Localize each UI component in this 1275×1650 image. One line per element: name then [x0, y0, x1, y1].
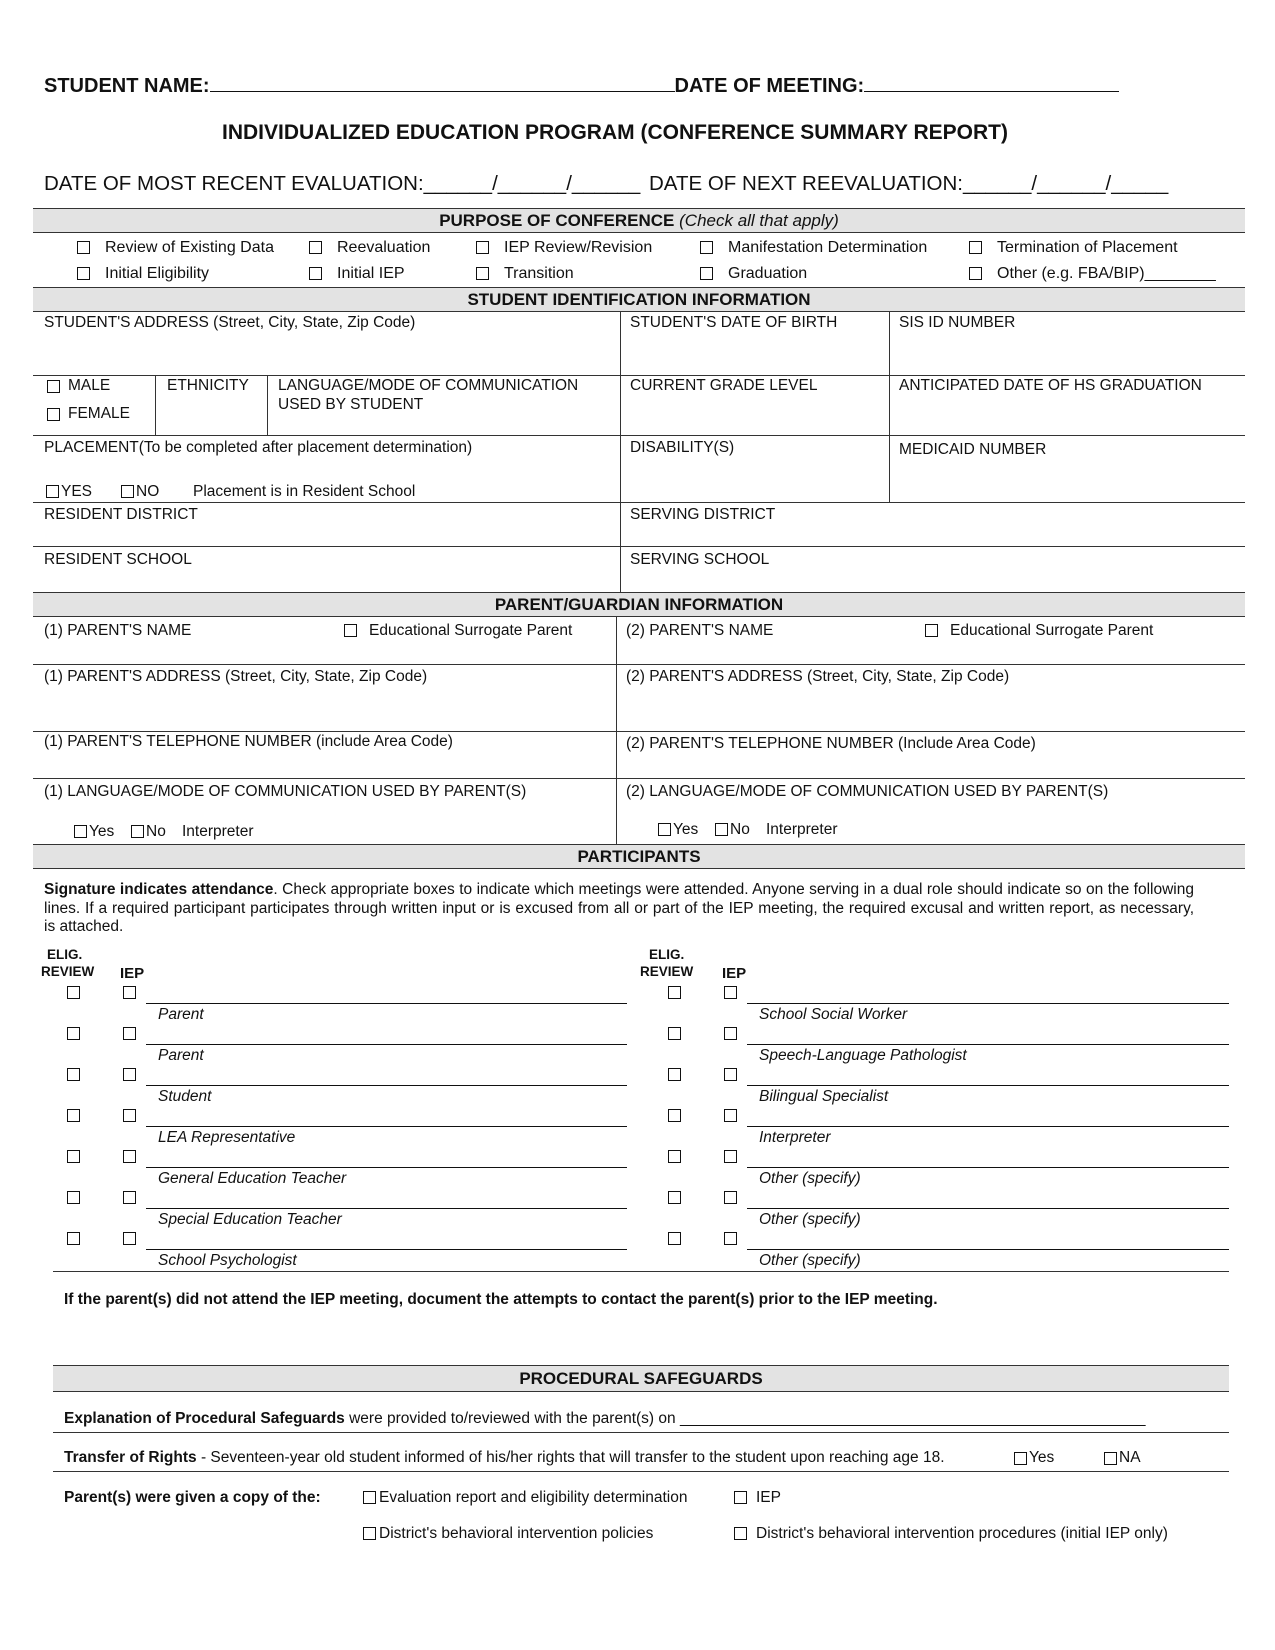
- parent2-phone-field[interactable]: (2) PARENT'S TELEPHONE NUMBER (Include Area Code): [626, 735, 1036, 752]
- placement-yes-checkbox[interactable]: [46, 485, 59, 498]
- elig-review-header-right: ELIG.: [649, 947, 685, 962]
- iep-checkbox[interactable]: [724, 986, 737, 999]
- signature-line[interactable]: [146, 1249, 627, 1250]
- copy-eval-label: Evaluation report and eligibility determination: [379, 1489, 688, 1506]
- signature-line[interactable]: [747, 1003, 1229, 1004]
- purpose-checkbox[interactable]: [969, 267, 982, 280]
- purpose-checkbox[interactable]: [700, 267, 713, 280]
- sis-id-field[interactable]: SIS ID NUMBER: [899, 314, 1016, 331]
- signature-line[interactable]: [146, 1126, 627, 1127]
- transfer-na-label: NA: [1119, 1449, 1141, 1466]
- purpose-checkbox[interactable]: [309, 267, 322, 280]
- iep-checkbox[interactable]: [724, 1191, 737, 1204]
- elig-review-checkbox[interactable]: [67, 1191, 80, 1204]
- instructions-bold: Signature indicates attendance: [44, 881, 274, 898]
- medicaid-field[interactable]: MEDICAID NUMBER: [899, 441, 1047, 458]
- parent1-address-field[interactable]: (1) PARENT'S ADDRESS (Street, City, State, Zip Code): [44, 668, 428, 685]
- signature-line[interactable]: [146, 1085, 627, 1086]
- meeting-date-field[interactable]: [864, 73, 1119, 92]
- copy-procedures-label: District's behavioral intervention procedures (initial IEP only): [756, 1525, 1168, 1542]
- parent2-interpreter-yes-checkbox[interactable]: [658, 823, 671, 836]
- copy-label: Parent(s) were given a copy of the:: [64, 1489, 321, 1506]
- parent1-name-field[interactable]: (1) PARENT'S NAME: [44, 622, 192, 639]
- elig-review-header-left-2: REVIEW: [41, 964, 95, 979]
- no-label: No: [146, 823, 166, 840]
- iep-checkbox[interactable]: [123, 1232, 136, 1245]
- iep-checkbox[interactable]: [724, 1150, 737, 1163]
- purpose-checkbox[interactable]: [476, 267, 489, 280]
- copy-policies-label: District's behavioral intervention policies: [379, 1525, 654, 1542]
- parent2-interpreter-no-checkbox[interactable]: [715, 823, 728, 836]
- purpose-option-label: Initial Eligibility: [105, 265, 210, 282]
- signature-line[interactable]: [747, 1208, 1229, 1209]
- purpose-heading-note: (Check all that apply): [679, 211, 839, 230]
- participants-heading: PARTICIPANTS: [33, 844, 1245, 869]
- student-language-field-line2: USED BY STUDENT: [278, 396, 424, 413]
- placement-field[interactable]: PLACEMENT(To be completed after placement determination): [44, 439, 473, 456]
- yes-label: Yes: [89, 823, 115, 840]
- no-label: No: [730, 821, 750, 838]
- elig-review-checkbox[interactable]: [668, 1232, 681, 1245]
- elig-review-checkbox[interactable]: [67, 1150, 80, 1163]
- purpose-option-label: Initial IEP: [337, 265, 405, 282]
- yes-label: Yes: [673, 821, 699, 838]
- elig-review-header-right-2: REVIEW: [640, 964, 694, 979]
- purpose-option-label: Transition: [504, 265, 574, 282]
- student-name-label: STUDENT NAME:: [44, 75, 210, 97]
- purpose-option-label: Reevaluation: [337, 239, 431, 256]
- iep-checkbox[interactable]: [123, 1191, 136, 1204]
- transfer-of-rights-line: [64, 1449, 945, 1467]
- signature-line[interactable]: [747, 1167, 1229, 1168]
- elig-review-checkbox[interactable]: [668, 1191, 681, 1204]
- purpose-checkbox[interactable]: [476, 241, 489, 254]
- role-label: Student: [158, 1088, 212, 1105]
- signature-line[interactable]: [146, 1167, 627, 1168]
- female-label: FEMALE: [68, 405, 131, 422]
- resident-school-field[interactable]: RESIDENT SCHOOL: [44, 551, 192, 568]
- elig-review-checkbox[interactable]: [67, 1232, 80, 1245]
- copy-iep-label: IEP: [756, 1489, 781, 1506]
- parent2-name-field[interactable]: (2) PARENT'S NAME: [626, 622, 774, 639]
- iep-checkbox[interactable]: [724, 1068, 737, 1081]
- parent1-interpreter-yes-checkbox[interactable]: [74, 825, 87, 838]
- female-checkbox[interactable]: [47, 408, 60, 421]
- elig-review-header-left: ELIG.: [47, 947, 83, 962]
- placement-yes-label: YES: [61, 483, 93, 500]
- transfer-text: - Seventeen-year old student informed of his/her rights that will transfer to the student upon reaching age 18.: [196, 1449, 945, 1466]
- signature-line[interactable]: [747, 1249, 1229, 1250]
- placement-no-label: NO: [136, 483, 160, 500]
- divider: [33, 731, 1245, 732]
- divider: [889, 312, 890, 502]
- purpose-option-label: Manifestation Determination: [728, 239, 928, 256]
- iep-checkbox[interactable]: [123, 1068, 136, 1081]
- safeguards-heading: PROCEDURAL SAFEGUARDS: [53, 1365, 1229, 1392]
- student-dob-field[interactable]: STUDENT'S DATE OF BIRTH: [630, 314, 838, 331]
- signature-line[interactable]: [146, 1044, 627, 1045]
- parent2-address-field[interactable]: (2) PARENT'S ADDRESS (Street, City, State, Zip Code): [626, 668, 1010, 685]
- form-title: INDIVIDUALIZED EDUCATION PROGRAM (CONFERENCE SUMMARY REPORT): [222, 121, 1008, 144]
- role-label: Other (specify): [759, 1252, 861, 1269]
- student-name-field[interactable]: [210, 73, 675, 92]
- signature-line[interactable]: [747, 1126, 1229, 1127]
- iep-header-left: IEP: [120, 965, 145, 982]
- transfer-bold: Transfer of Rights: [64, 1449, 197, 1466]
- elig-review-checkbox[interactable]: [67, 1109, 80, 1122]
- serving-district-field[interactable]: SERVING DISTRICT: [630, 506, 776, 523]
- male-label: MALE: [68, 377, 111, 394]
- student-name-line[interactable]: [44, 73, 1119, 98]
- student-address-field[interactable]: STUDENT'S ADDRESS (Street, City, State, Zip Code): [44, 314, 416, 331]
- role-label: Speech-Language Pathologist: [759, 1047, 967, 1064]
- role-label: Other (specify): [759, 1211, 861, 1228]
- signature-line[interactable]: [146, 1003, 627, 1004]
- role-label: Parent: [158, 1006, 204, 1023]
- safeguards-explanation-line[interactable]: [64, 1410, 1145, 1428]
- iep-header-right: IEP: [722, 965, 747, 982]
- role-label: General Education Teacher: [158, 1170, 347, 1187]
- parent1-interpreter-no-checkbox[interactable]: [131, 825, 144, 838]
- iep-checkbox[interactable]: [123, 1027, 136, 1040]
- interpreter-label: Interpreter: [766, 821, 838, 838]
- divider: [53, 1271, 1229, 1272]
- explanation-bold: Explanation of Procedural Safeguards: [64, 1410, 345, 1427]
- elig-review-checkbox[interactable]: [668, 1150, 681, 1163]
- iep-checkbox[interactable]: [724, 1027, 737, 1040]
- elig-review-checkbox[interactable]: [668, 1027, 681, 1040]
- elig-review-checkbox[interactable]: [67, 1068, 80, 1081]
- parent-contact-note: If the parent(s) did not attend the IEP meeting, document the attempts to contact the parent(s) prior to the IEP meeting.: [64, 1291, 938, 1308]
- purpose-checkbox[interactable]: [969, 241, 982, 254]
- divider: [33, 502, 1245, 503]
- parent1-language-field[interactable]: (1) LANGUAGE/MODE OF COMMUNICATION USED BY PARENT(S): [44, 783, 527, 800]
- purpose-option-label: Graduation: [728, 265, 808, 282]
- participants-instructions: [44, 881, 1194, 937]
- purpose-heading: [33, 208, 1245, 233]
- elig-review-checkbox[interactable]: [67, 1027, 80, 1040]
- purpose-checkbox[interactable]: [77, 267, 90, 280]
- iep-checkbox[interactable]: [123, 986, 136, 999]
- interpreter-label: Interpreter: [182, 823, 254, 840]
- signature-line[interactable]: [146, 1208, 627, 1209]
- instructions-text: . Check appropriate boxes to indicate which meetings were attended. Anyone serving in a dual role should indicate so on the following lines. If a required participant participates through written input or is excused from all or part of the IEP meeting, the required excusal and written report, as necessary, is attached.: [44, 881, 1194, 935]
- parent2-language-field[interactable]: (2) LANGUAGE/MODE OF COMMUNICATION USED BY PARENT(S): [626, 783, 1109, 800]
- parent1-surrogate-checkbox[interactable]: [344, 624, 357, 637]
- role-label: School Social Worker: [759, 1006, 908, 1023]
- elig-review-checkbox[interactable]: [668, 986, 681, 999]
- purpose-checkbox[interactable]: [309, 241, 322, 254]
- explanation-text: were provided to/reviewed with the parent(s) on ______________________________________________________: [344, 1410, 1146, 1427]
- role-label: LEA Representative: [158, 1129, 296, 1146]
- role-label: Interpreter: [759, 1129, 831, 1146]
- meeting-date-label: DATE OF MEETING:: [674, 75, 865, 97]
- divider: [33, 435, 1245, 436]
- recent-evaluation-date[interactable]: DATE OF MOST RECENT EVALUATION:______/______/______: [44, 172, 641, 195]
- resident-district-field[interactable]: RESIDENT DISTRICT: [44, 506, 198, 523]
- transfer-na-checkbox[interactable]: [1104, 1452, 1117, 1465]
- parent-info-heading: PARENT/GUARDIAN INFORMATION: [33, 592, 1245, 617]
- serving-school-field[interactable]: SERVING SCHOOL: [630, 551, 770, 568]
- divider: [33, 778, 1245, 779]
- copy-procedures-checkbox[interactable]: [734, 1527, 747, 1540]
- student-info-heading: STUDENT IDENTIFICATION INFORMATION: [33, 287, 1245, 312]
- male-checkbox[interactable]: [47, 380, 60, 393]
- student-language-field[interactable]: LANGUAGE/MODE OF COMMUNICATION: [278, 377, 579, 394]
- purpose-checkbox[interactable]: [700, 241, 713, 254]
- purpose-checkbox[interactable]: [77, 241, 90, 254]
- iep-checkbox[interactable]: [724, 1232, 737, 1245]
- divider: [53, 1471, 1229, 1472]
- divider: [33, 375, 1245, 376]
- iep-checkbox[interactable]: [724, 1109, 737, 1122]
- parent2-surrogate-checkbox[interactable]: [925, 624, 938, 637]
- ethnicity-field[interactable]: ETHNICITY: [167, 377, 249, 394]
- purpose-heading-text: PURPOSE OF CONFERENCE: [439, 211, 675, 230]
- divider: [33, 664, 1245, 665]
- role-label: Special Education Teacher: [158, 1211, 342, 1228]
- elig-review-checkbox[interactable]: [668, 1068, 681, 1081]
- purpose-option-label: Termination of Placement: [997, 239, 1178, 256]
- copy-iep-checkbox[interactable]: [734, 1491, 747, 1504]
- placement-no-checkbox[interactable]: [121, 485, 134, 498]
- role-label: Bilingual Specialist: [759, 1088, 889, 1105]
- copy-policies-checkbox[interactable]: [363, 1527, 376, 1540]
- purpose-option-label: Other (e.g. FBA/BIP)________: [997, 265, 1216, 282]
- purpose-option-label: IEP Review/Revision: [504, 239, 653, 256]
- grade-level-field[interactable]: CURRENT GRADE LEVEL: [630, 377, 818, 394]
- iep-checkbox[interactable]: [123, 1109, 136, 1122]
- parent1-phone-field[interactable]: (1) PARENT'S TELEPHONE NUMBER (include Area Code): [44, 733, 453, 750]
- purpose-option-label: Review of Existing Data: [105, 239, 274, 256]
- transfer-yes-label: Yes: [1029, 1449, 1055, 1466]
- divider: [267, 375, 268, 435]
- role-label: Other (specify): [759, 1170, 861, 1187]
- next-reevaluation-date[interactable]: DATE OF NEXT REEVALUATION:______/______/_____: [649, 172, 1169, 195]
- divider: [155, 375, 156, 435]
- divider: [33, 546, 1245, 547]
- parent2-surrogate-label: Educational Surrogate Parent: [950, 622, 1154, 639]
- iep-checkbox[interactable]: [123, 1150, 136, 1163]
- resident-placement-label: Placement is in Resident School: [193, 483, 416, 500]
- copy-eval-checkbox[interactable]: [363, 1491, 376, 1504]
- signature-line[interactable]: [747, 1044, 1229, 1045]
- role-label: School Psychologist: [158, 1252, 297, 1269]
- divider: [620, 312, 621, 592]
- transfer-yes-checkbox[interactable]: [1014, 1452, 1027, 1465]
- elig-review-checkbox[interactable]: [668, 1109, 681, 1122]
- parent1-surrogate-label: Educational Surrogate Parent: [369, 622, 573, 639]
- disability-field[interactable]: DISABILITY(S): [630, 439, 735, 456]
- elig-review-checkbox[interactable]: [67, 986, 80, 999]
- signature-line[interactable]: [747, 1085, 1229, 1086]
- role-label: Parent: [158, 1047, 204, 1064]
- hs-graduation-field[interactable]: ANTICIPATED DATE OF HS GRADUATION: [899, 377, 1202, 394]
- divider: [53, 1432, 1229, 1433]
